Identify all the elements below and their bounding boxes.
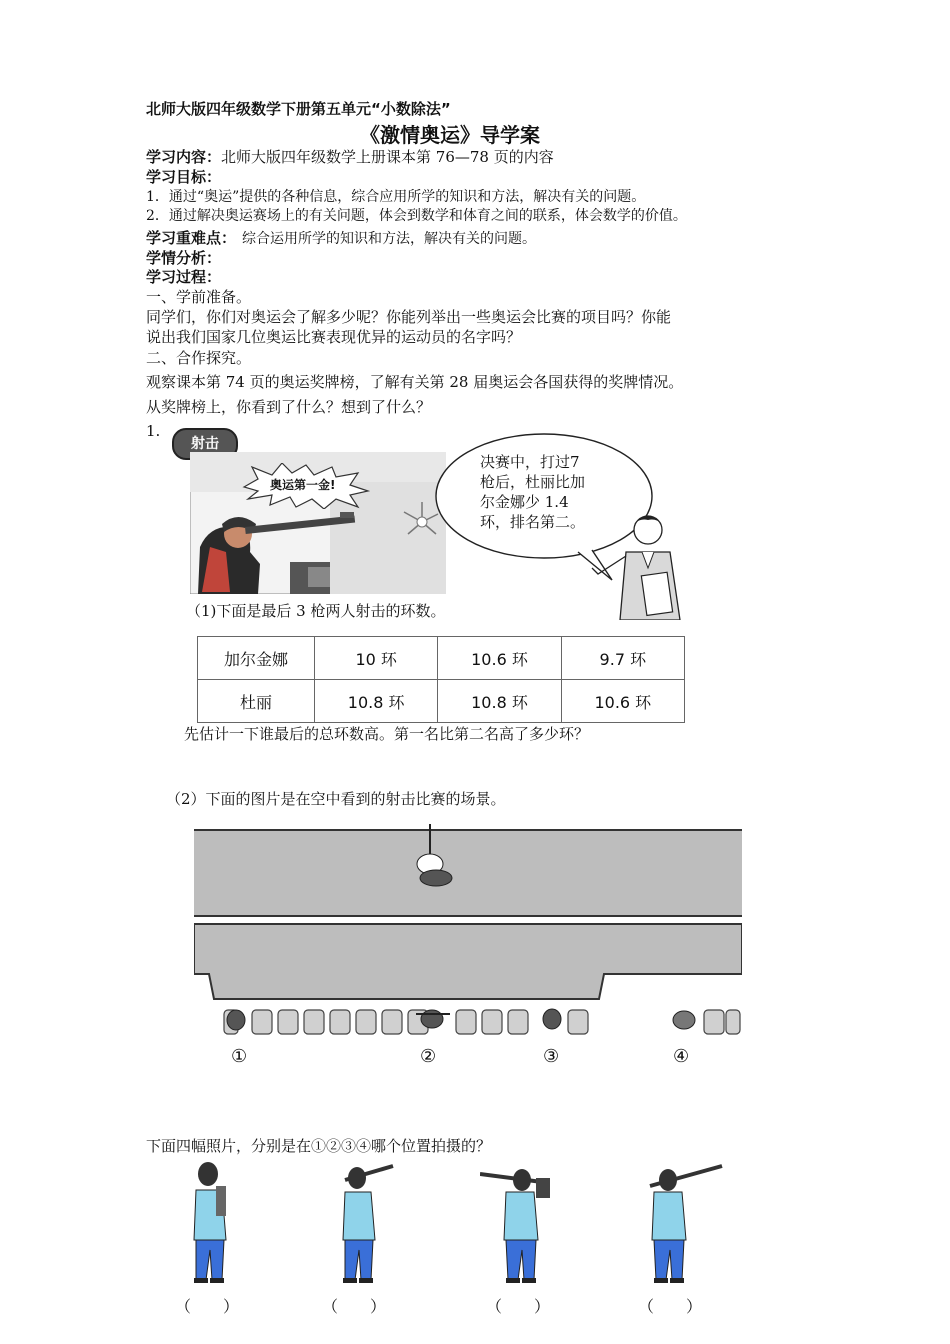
table-cell: 10.6 环: [561, 680, 684, 723]
problem-number: 1.: [146, 422, 161, 440]
shooter-photo-2: [335, 1160, 395, 1284]
speech-line-2: 枪后，杜丽比加: [480, 473, 586, 491]
aerial-range-view: [194, 824, 742, 1040]
goals-label: 学习目标：: [146, 168, 222, 186]
table-cell: 杜丽: [198, 680, 315, 723]
shooter-photo-1: [188, 1160, 238, 1284]
table-cell: 10 环: [315, 637, 438, 680]
q1-followup: 先估计一下谁最后的总环数高。第一名比第二名高了多少环？: [184, 725, 590, 743]
table-cell: 加尔金娜: [198, 637, 315, 680]
shooter-photo-4: [640, 1160, 724, 1284]
speech-text: [480, 452, 585, 532]
process-label: 学习过程：: [146, 268, 222, 286]
key-value: 综合运用所学的知识和方法，解决有关的问题。: [242, 231, 537, 247]
q2-text: （2）下面的图片是在空中看到的射击比赛的场景。: [166, 790, 506, 808]
position-1-label: ①: [231, 1046, 248, 1067]
section1-para-line2: 说出我们国家几位奥运比赛表现优异的运动员的名字吗？: [146, 328, 522, 346]
table-row: [198, 680, 685, 723]
content-row: [146, 146, 554, 167]
section2-line1: 观察课本第 74 页的奥运奖牌榜，了解有关第 28 届奥运会各国获得的奖牌情况。: [146, 373, 684, 391]
teacher-illustration: [586, 508, 696, 620]
burst-text: 奥运第一金!: [270, 478, 336, 492]
key-label: 学习重难点：: [146, 229, 237, 247]
speech-line-4: 环，排名第二。: [480, 513, 586, 531]
analysis-label: 学情分析：: [146, 249, 222, 267]
answer-slot-4[interactable]: （ ）: [638, 1297, 703, 1316]
table-row: [198, 637, 685, 680]
section2-heading: 二、合作探究。: [146, 349, 252, 367]
score-table: [197, 636, 685, 723]
section2-line2: 从奖牌榜上，你看到了什么？想到了什么？: [146, 398, 432, 416]
q2-followup: 下面四幅照片，分别是在①②③④哪个位置拍摄的？: [146, 1137, 492, 1155]
goal-1: 1．通过“奥运”提供的各种信息，综合应用所学的知识和方法，解决有关的问题。: [146, 189, 646, 205]
answer-slot-2[interactable]: （ ）: [322, 1297, 387, 1316]
table-cell: 10.6 环: [438, 637, 561, 680]
shooting-badge-label: 射击: [191, 436, 219, 452]
content-label: 学习内容：: [146, 148, 222, 166]
position-3-label: ③: [543, 1046, 560, 1067]
answer-slot-3[interactable]: （ ）: [486, 1297, 551, 1316]
section1-para-line1: 同学们，你们对奥运会了解多少呢？你能列举出一些奥运会比赛的项目吗？你能: [146, 308, 672, 326]
position-2-label: ②: [420, 1046, 437, 1067]
answer-slot-1[interactable]: （ ）: [175, 1297, 240, 1316]
goal-2: 2．通过解决奥运赛场上的有关问题，体会到数学和体育之间的联系，体会数学的价值。: [146, 208, 687, 224]
shooter-photo-3: [480, 1160, 560, 1284]
table-cell: 9.7 环: [561, 637, 684, 680]
table-cell: 10.8 环: [315, 680, 438, 723]
doc-series-title: 北师大版四年级数学下册第五单元“小数除法”: [146, 100, 451, 118]
section1-heading: 一、学前准备。: [146, 288, 252, 306]
speech-line-3: 尔金娜少 1.4: [480, 493, 569, 511]
key-row: [146, 227, 536, 248]
speech-line-1: 决赛中，打过7: [480, 453, 580, 471]
q1-text: （1)下面是最后 3 枪两人射击的环数。: [186, 602, 446, 620]
table-cell: 10.8 环: [438, 680, 561, 723]
page-title: 《激情奥运》导学案: [360, 123, 540, 147]
content-value: 北师大版四年级数学上册课本第 76—78 页的内容: [221, 148, 554, 166]
position-4-label: ④: [673, 1046, 690, 1067]
